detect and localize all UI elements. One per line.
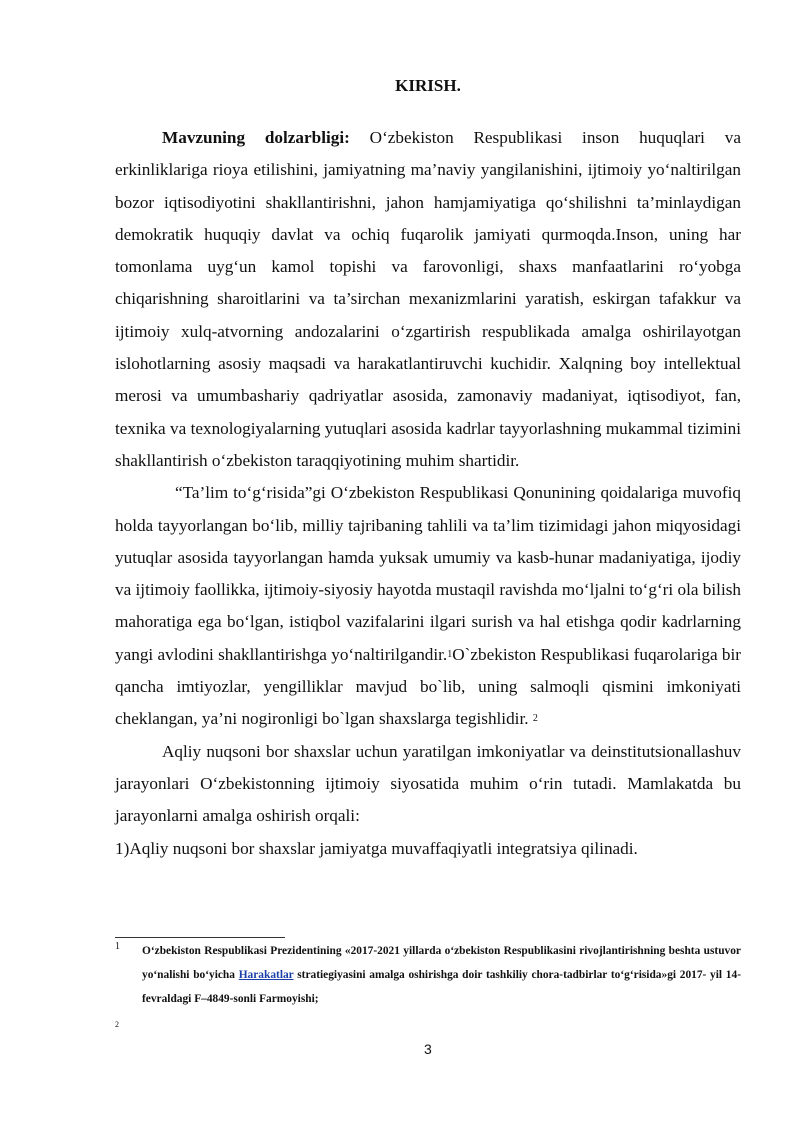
relevance-text: O‘zbekiston Respublikasi inson huquqlari va erkinliklariga rioya etilishini, jamiyatning ma’naviy yangilanishini, ijtimoiy yo‘naltirilgan bozor iqtisodiyotini shakllantirishni, jahon hamjamiyatiga qo‘shilishni ta’minlaydigan demokratik huquqiy davlat va ochiq fuqarolik jamiyati qurmoqda.Inson, uning har tomonlama uyg‘un kamol topishi va farovonligi, shaxs manfaatlarini ro‘yobga chiqarishning sharoitlarini va ta’sirchan mexanizmlarini yaratish, eskirgan tafakkur va ijtimoiy xulq-atvorning andozalarini o‘zgartirish respublikada amalga oshirilayotgan islohotlarning asosiy maqsadi va harakatlantiruvchi kuchidir. Xalqning boy intellektual merosi va umumbashariy qadriyatlar asosida, zamonaviy madaniyat, iqtisodiyot, fan, texnika va texnologiyalarning yutuqlari asosida kadrlar tayyorlashning mukammal tizimini shakllantirish o‘zbekiston taraqqiyotining muhim shartidir. — [115, 128, 741, 470]
footnote-1-link[interactable]: Harakatlar — [238, 969, 294, 981]
paragraph-list-item-1 — [115, 833, 741, 865]
opportunities-text: Aqliy nuqsoni bor shaxslar uchun yaratilgan imkoniyatlar va deinstitutsionallashuv jarayonlari O‘zbekistonning ijtimoiy siyosatida muhim o‘rin tutadi. Mamlakatda bu jarayonlarni amalga oshirish orqali: — [115, 741, 741, 826]
relevance-lead: Mavzuning dolzarbligi: — [162, 128, 350, 147]
body-text — [115, 122, 741, 865]
footnote-ref-1[interactable]: 1 — [447, 648, 453, 660]
page-title: KIRISH. — [395, 76, 461, 95]
education-law-text-b: O`zbekiston Respublikasi fuqarolariga bir qancha imtiyozlar, yengilliklar mavjud bo`lib, uning salmoqli qismini imkoniyati cheklangan, ya’ni nogironligi bo`lgan shaxslarga tegishlidir. — [115, 644, 742, 729]
footnote-separator — [115, 937, 285, 938]
education-law-text-a: “Ta’lim to‘g‘risida”gi O‘zbekiston Respublikasi Qonunining qoidalariga muvofiq holda tayyorlangan bo‘lib, milliy tajribaning tahlili va ta’lim tizimidagi jahon miqyosidagi yutuqlar asosida tayyorlangan hamda yuksak umumiy va kasb-hunar madaniyatiga, ijodiy va ijtimoiy faollikka, ijtimoiy-siyosiy hayotda mustaqil ravishda mo‘ljalni to‘g‘ri ola bilish mahoratiga ega bo‘lgan, istiqbol vazifalarini ilgari surish va hal etishga qodir kadrlarning yangi avlodini shakllantirishga yo‘naltirilgandir. — [115, 483, 741, 664]
footnote-1-text-a: O‘zbekiston Respublikasi Prezidentining «2017-2021 yillarda o‘zbekiston Respublikasini rivojlantirishning beshta ustuvor yo‘nalishi bo‘yicha — [142, 945, 741, 981]
page-number: 3 — [424, 1041, 432, 1057]
footnote-2-number: 2 — [115, 1020, 119, 1029]
list-item-1-text: 1)Aqliy nuqsoni bor shaxslar jamiyatga muvaffaqiyatli integratsiya qilinadi. — [115, 838, 638, 858]
footnote-1 — [115, 939, 741, 1011]
footnote-ref-2[interactable]: 2 — [532, 713, 538, 725]
paragraph-relevance — [115, 122, 741, 477]
footnote-1-number: 1 — [115, 941, 120, 952]
paragraph-opportunities — [115, 736, 741, 833]
footnotes — [115, 939, 741, 1011]
footnote-1-text-b: stratiegiyasini amalga oshirishga doir tashkiliy chora-tadbirlar to‘g‘risida»gi 2017- yil 14- fevraldagi F–4849-sonli Farmoyishi; — [142, 969, 741, 1005]
paragraph-education-law — [115, 477, 741, 735]
